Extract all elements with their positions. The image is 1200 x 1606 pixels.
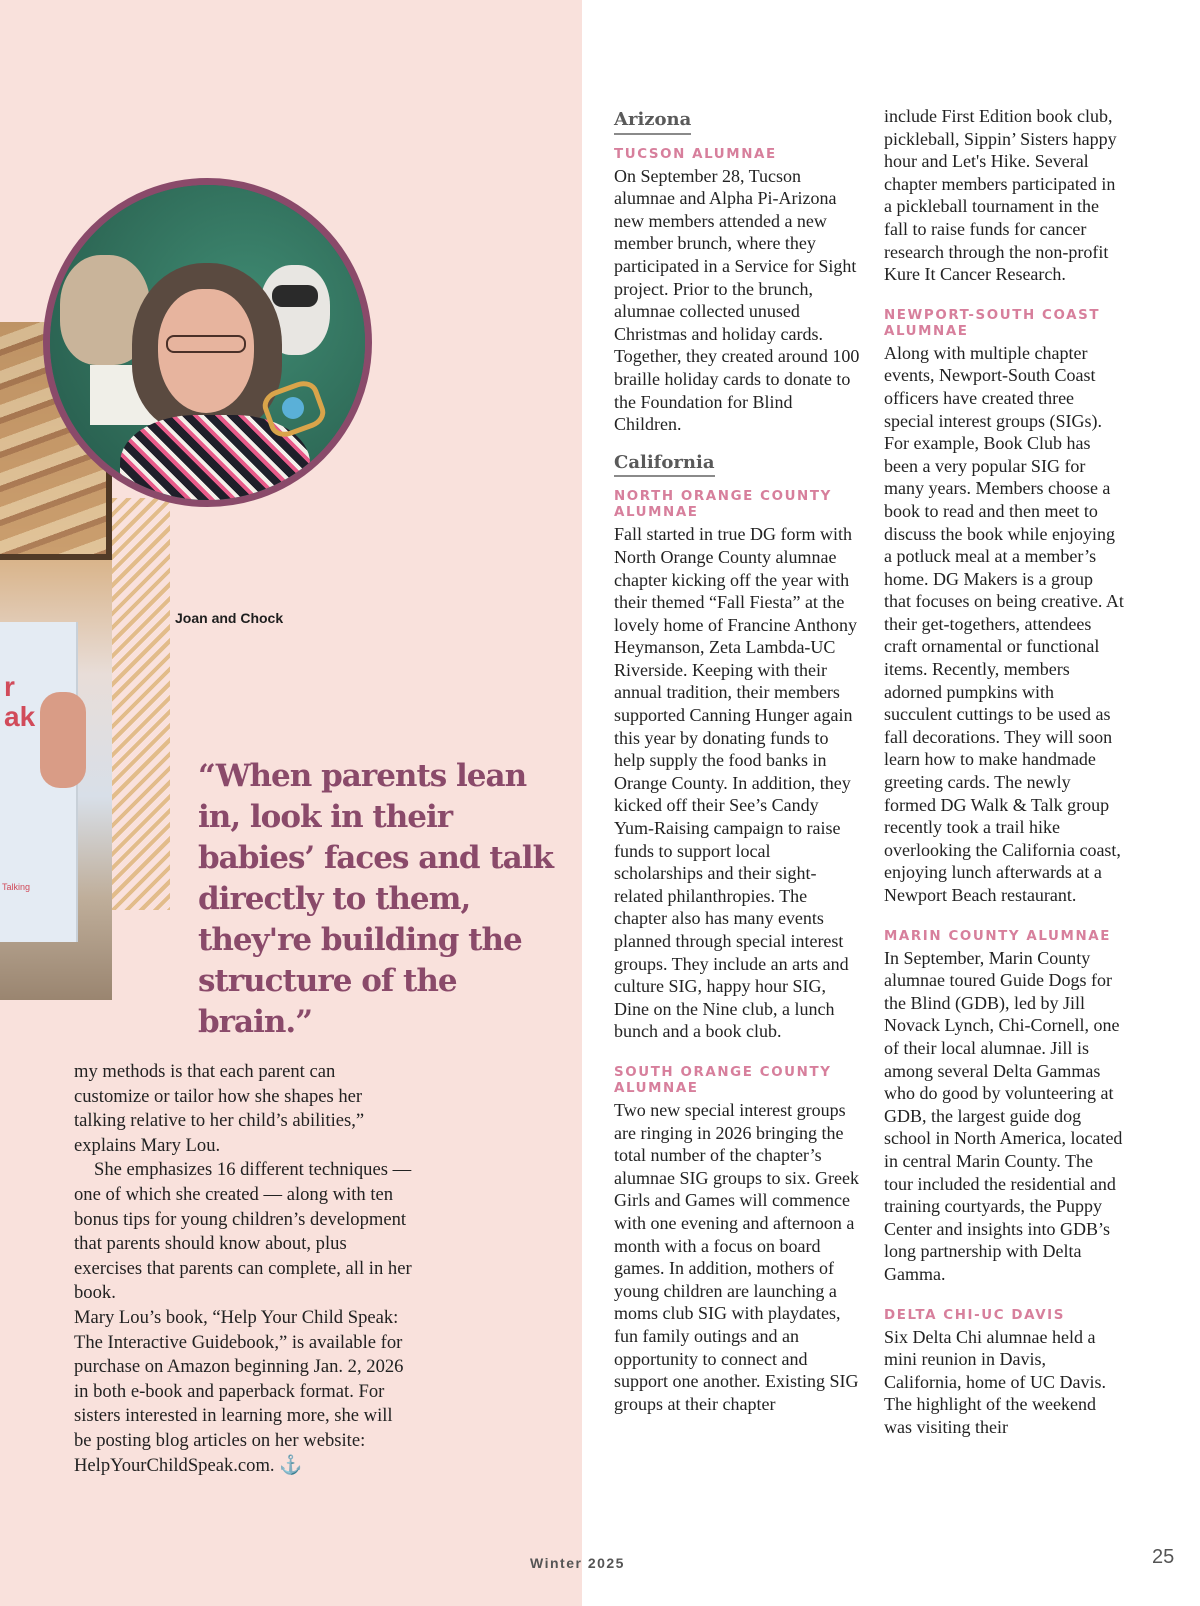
photo-caption: Joan and Chock	[175, 610, 284, 626]
left-panel	[0, 0, 582, 1606]
chapter-heading-davis: DELTA CHI-UC DAVIS	[884, 1307, 1065, 1323]
left-paragraph-1: my methods is that each parent can customize or tailor how she shapes her talking relative to her child’s abilities,” explains Mary Lou.	[74, 1061, 365, 1156]
book-cover-sub-fragment: Talking	[2, 882, 31, 892]
page-number: 25	[1152, 1546, 1175, 1568]
column-2	[884, 105, 1124, 1438]
chapter-text-north-orange: Fall started in true DG form with North Orange County alumnae chapter kicking off the year with their themed “Fall Fiesta” at the lovely home of Francine Anthony Heymanson, Zeta Lambda-UC Riverside. Keeping with their annual tradition, their members supported Canning Hunger again this year by donating funds to help supply the food banks in Orange County. In addition, they kicked off their See’s Candy Yum-Raising campaign to raise funds to support local scholarships and their sight-related philanthropies. The chapter also has many events planned through special interest groups. They include an arts and culture SIG, happy hour SIG, Dine on the Nine club, a lunch bunch and a book club.	[614, 524, 857, 1042]
left-article-body	[74, 1060, 414, 1478]
footer-issue: Winter 2025	[530, 1555, 625, 1571]
portrait-glasses	[166, 335, 246, 353]
chapter-heading-tucson: TUCSON ALUMNAE	[614, 146, 777, 162]
left-paragraph-3-text: Mary Lou’s book, “Help Your Child Speak: The Interactive Guidebook,” is available for purchase on Amazon beginning Jan. 2, 2026 in both e-book and paperback format. For sisters interested in learning more, she will be posting blog articles on her website: HelpYourChildSpeak.com.	[74, 1306, 404, 1476]
chapter-heading-south-orange: SOUTH ORANGE COUNTY ALUMNAE	[614, 1064, 832, 1096]
toy-ball	[282, 397, 304, 419]
column-1	[614, 105, 862, 1415]
state-heading-arizona: Arizona	[614, 109, 691, 135]
decorative-stripes	[112, 498, 170, 910]
chapter-heading-north-orange: NORTH ORANGE COUNTY ALUMNAE	[614, 489, 832, 521]
left-paragraph-3	[74, 1306, 414, 1478]
hand-holding-book	[40, 692, 86, 788]
chapter-heading-newport: NEWPORT-SOUTH COAST ALUMNAE	[884, 307, 1101, 339]
state-heading-california: California	[614, 452, 715, 478]
left-paragraph-2: She emphasizes 16 different techniques — one of which she created — along with ten bonus tips for young children’s development that parents should know about, plus exercises that parents can complete, all in her book.	[74, 1159, 412, 1304]
anchor-icon: ⚓	[279, 1454, 303, 1476]
chapter-text-south-orange: Two new special interest groups are ringing in 2026 bringing the total number of the chapter’s alumnae SIG groups to six. Greek Girls and Games will commence with one evening and afternoon a month with a focus on board games. In addition, mothers of young children are launching a moms club SIG with playdates, fun family outings and an opportunity to connect and support one another. Existing SIG groups at their chapter	[614, 1099, 859, 1414]
chapter-heading-marin: MARIN COUNTY ALUMNAE	[884, 928, 1111, 944]
book-cover-title-fragment: r ak	[4, 671, 36, 732]
chapter-text-tucson: On September 28, Tucson alumnae and Alpha Pi-Arizona new members attended a new member brunch, where they participated in a Service for Sight project. Prior to the brunch, alumnae collected unused Christmas and holiday cards. Together, they created around 100 braille holiday cards to donate to the Foundation for Blind Children.	[614, 165, 860, 435]
chapter-text-marin: In September, Marin County alumnae toured Guide Dogs for the Blind (GDB), led by Jill Novack Lynch, Chi-Cornell, one of their local alumnae. Jill is among several Delta Gammas who do good by volunteering at GDB, the largest guide dog school in North America, located in central Marin County. The tour included the residential and training courtyards, the Puppy Center and insights into GDB’s long partnership with Delta Gamma.	[884, 947, 1123, 1284]
chapter-text-davis: Six Delta Chi alumnae held a mini reunion in Davis, California, home of UC Davis. The highlight of the weekend was visiting their	[884, 1326, 1106, 1437]
plush-panda-face	[272, 285, 318, 307]
pull-quote: “When parents lean in, look in their babies’ faces and talk directly to them, they're building the structure of the brain.”	[198, 758, 553, 1040]
chapter-text-newport: Along with multiple chapter events, Newport-South Coast officers have created three special interest groups (SIGs). For example, Book Club has been a very popular SIG for many years. Members choose a book to read and then meet to discuss the book while enjoying a potluck meal at a member’s home. DG Makers is a group that focuses on being creative. At their get-togethers, attendees craft ornamental or functional items. Recently, members adorned pumpkins with succulent cuttings to be used as fall decorations. They will soon learn how to make handmade greeting cards. The newly formed DG Walk & Talk group recently took a trail hike overlooking the California coast, enjoying lunch afterwards at a Newport Beach restaurant.	[884, 342, 1124, 905]
portrait-photo	[43, 178, 372, 507]
chapter-text-south-orange-continued: include First Edition book club, pickleball, Sippin’ Sisters happy hour and Let's Hike. Several chapter members participated in a pickleball tournament in the fall to raise funds for cancer research through the non-profit Kure It Cancer Research.	[884, 106, 1117, 285]
